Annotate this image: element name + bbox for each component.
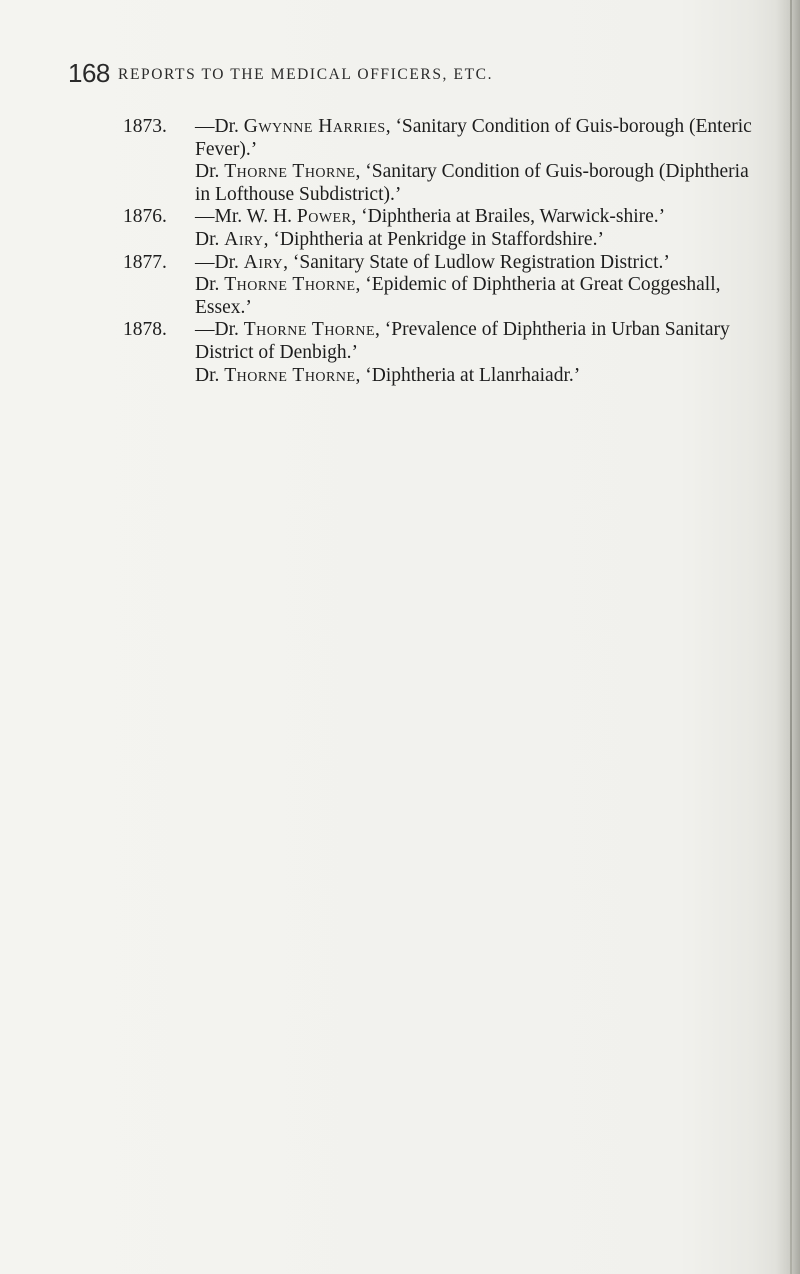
report-entry <box>123 252 763 275</box>
running-head <box>68 58 708 98</box>
page-edge-line <box>790 0 792 1274</box>
entry-author: Thorne Thorne <box>224 274 356 296</box>
running-title: REPORTS TO THE MEDICAL OFFICERS, ETC. <box>118 66 494 83</box>
report-entry <box>123 116 763 161</box>
entry-author: Airy <box>224 228 264 250</box>
report-entry <box>123 161 763 206</box>
entry-title: , ‘Sanitary Condition of Guis-borough (Enteric Fever).’ <box>195 116 752 160</box>
entry-year: 1877. <box>123 251 167 273</box>
entry-title: , ‘Diphtheria at Llanrhaiadr.’ <box>355 364 581 386</box>
entry-lead: Dr. <box>195 364 225 386</box>
entry-year: 1878. <box>123 319 167 341</box>
entry-title: , ‘Prevalence of Diphtheria in Urban Sanitary District of Denbigh.’ <box>195 319 730 363</box>
entry-year: 1873. <box>123 116 167 137</box>
entry-author: Power <box>296 206 352 228</box>
entry-title: , ‘Diphtheria at Penkridge in Staffordshire.’ <box>263 228 604 250</box>
report-list <box>123 116 763 387</box>
entry-lead: Dr. <box>195 161 225 183</box>
entry-lead: —Dr. <box>195 319 244 341</box>
entry-author: Gwynne Harries <box>243 116 386 137</box>
entry-lead: Dr. <box>195 274 225 296</box>
report-entry <box>123 274 763 319</box>
entry-year: 1876. <box>123 206 167 228</box>
report-entry <box>123 229 763 252</box>
entry-title: , ‘Epidemic of Diphtheria at Great Coggeshall, Essex.’ <box>195 274 721 318</box>
entry-author: Thorne Thorne <box>224 161 356 183</box>
entry-author: Thorne Thorne <box>224 364 356 386</box>
entry-lead: —Mr. W. H. <box>195 206 297 228</box>
report-entry <box>123 206 763 229</box>
entry-lead: Dr. <box>195 228 225 250</box>
entry-title: , ‘Diphtheria at Brailes, Warwick-shire.’ <box>351 206 666 228</box>
entry-lead: —Dr. <box>195 116 244 137</box>
page-edge-shadow <box>776 0 800 1274</box>
entry-author: Thorne Thorne <box>243 319 376 341</box>
entry-title: , ‘Sanitary State of Ludlow Registration District.’ <box>283 251 670 273</box>
entry-author: Airy <box>243 251 284 273</box>
entry-lead: —Dr. <box>195 251 244 273</box>
report-entry <box>123 365 763 388</box>
entry-title: , ‘Sanitary Condition of Guis-borough (Diphtheria in Lofthouse Subdistrict).’ <box>195 161 749 205</box>
report-entry <box>123 319 763 364</box>
page-number: 168 <box>68 58 110 88</box>
